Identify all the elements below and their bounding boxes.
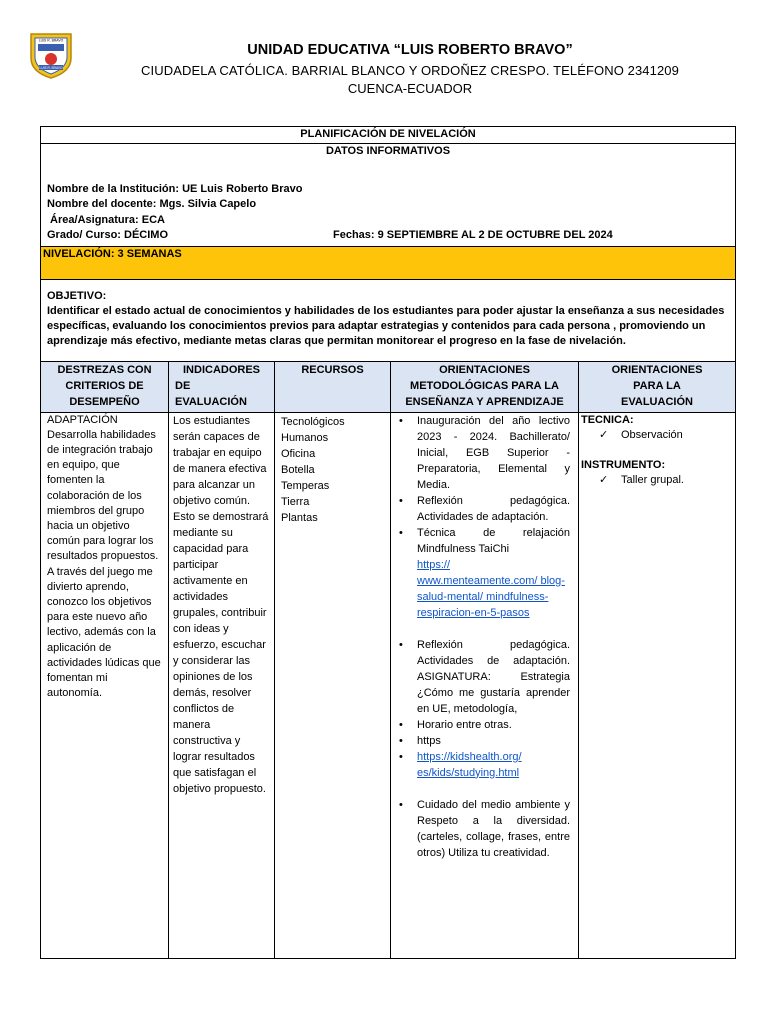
kidshealth-link[interactable]: https://kidshealth.org/ es/kids/studying.html (417, 750, 522, 779)
objective-label: OBJETIVO: (47, 289, 107, 302)
col-indicadores-line3: EVALUACIÓN (175, 395, 247, 408)
list-item (417, 749, 570, 781)
resource-item: Tierra (281, 495, 310, 508)
objective-block (41, 279, 736, 361)
instrumento-label: INSTRUMENTO: (581, 458, 666, 471)
destrezas-paragraph-1: Desarrolla habilidades de integración trabajo en equipo, que fomenten la colaboración de los miembros del grupo hacia un objetivo común para lograr los resultados propuestos. (47, 428, 159, 563)
resource-item: Tecnológicos (281, 415, 345, 428)
indicadores-cell (169, 412, 275, 958)
school-title: UNIDAD EDUCATIVA “LUIS ROBERTO BRAVO” (247, 42, 573, 58)
instrumento-value: Taller grupal. (621, 473, 684, 486)
col-evaluacion-header: ORIENTACIONES PARA LA EVALUACIÓN (579, 361, 736, 412)
indicadores-text: Los estudiantes serán capaces de trabajar en equipo de manera efectiva para alcanzar un objetivo común. Esto se demostrará mediante su capacidad para participar activamente en actividades grupales, contribuir con ideas y esfuerzo, escuchar y considerar las opiniones de los demás, resolver conflictos de manera constructiva y lograr resultados que satisfagan el objetivo propuesto. (173, 414, 269, 795)
info-subtitle: DATOS INFORMATIVOS (325, 145, 451, 157)
resource-item: Botella (281, 463, 315, 476)
nivelacion-label: NIVELACIÓN: 3 SEMANAS (43, 247, 182, 260)
list-item: • https (417, 733, 570, 749)
relaxation-technique: • Técnica de relajación Mindfulness TaiChi (417, 526, 570, 555)
check-icon: ✓ (599, 473, 609, 486)
institution-name: Nombre de la Institución: UE Luis Roberto Bravo (47, 182, 303, 195)
destrezas-paragraph-2: A través del juego me divierto aprendo, conozco los objetivos para este nuevo año lectivo, además con la aplicación de actividades lúdicas que fomentan mi autonomía. (47, 565, 161, 700)
logo-text-bottom: LUIS R. BRAVO (39, 66, 63, 70)
menteamente-link[interactable]: https:// www.menteamente.com/ blog-salud-mental/ mindfulness-respiracion-en-5-pasos (417, 558, 565, 619)
plan-title: PLANIFICACIÓN DE NIVELACIÓN (41, 127, 736, 144)
list-item: • Reflexión pedagógica. Actividades de adaptación. ASIGNATURA: Estrategia ¿Cómo me gustaría aprender en UE, metodología, (417, 637, 570, 717)
info-block (41, 144, 736, 247)
col-orientaciones-header: ORIENTACIONES METODOLÓGICAS PARA LA ENSEÑANZA Y APRENDIZAJE (391, 361, 579, 412)
school-address: CIUDADELA CATÓLICA. BARRIAL BLANCO Y ORDOÑEZ CRESPO. TELÉFONO 2341209 (141, 63, 679, 78)
instrumento-item (581, 473, 735, 488)
area-subject: Área/Asignatura: ECA (47, 213, 165, 226)
tecnica-value: Observación (621, 428, 683, 441)
planning-table (40, 126, 736, 959)
school-logo (26, 30, 76, 80)
list-item: • Horario entre otras. (417, 717, 570, 733)
destrezas-heading: ADAPTACIÓN (47, 413, 118, 426)
list-item: • Inauguración del año lectivo 2023 - 2024. Bachillerato/ Inicial, EGB Superior - Preparatoria, Elemental y Media. (417, 413, 570, 493)
evaluacion-cell (579, 412, 736, 958)
school-city: CUENCA-ECUADOR (347, 81, 473, 96)
teacher-name: Nombre del docente: Mgs. Silvia Capelo (47, 198, 257, 210)
col-recursos-header: RECURSOS (275, 361, 391, 412)
grade-course: Grado/ Curso: DÉCIMO (47, 229, 169, 241)
col-destrezas-header: DESTREZAS CON CRITERIOS DE DESEMPEÑO (41, 361, 169, 412)
check-icon: ✓ (599, 428, 609, 441)
list-item (417, 525, 570, 621)
col-indicadores-line2: DE (175, 379, 191, 392)
dates: Fechas: 9 SEPTIEMBRE AL 2 DE OCTUBRE DEL 2024 (333, 229, 613, 241)
logo-text-top: LUIS R. BRAVO (38, 38, 64, 43)
col-indicadores-line1: INDICADORES (183, 363, 261, 376)
col-indicadores-header (169, 361, 275, 412)
objective-text: Identificar el estado actual de conocimientos y habilidades de los estudiantes para poder ajustar la enseñanza a sus necesidades específicas, evaluando los conocimientos previos para adaptar estrategias y contenidos para cada persona , promoviendo un aprendizaje más efectivo, mediante metas claras que permitan monitorear el progreso en la fase de nivelación. (47, 304, 725, 347)
tecnica-label: TECNICA: (581, 413, 634, 426)
destrezas-cell (41, 412, 169, 958)
orientaciones-cell (391, 412, 579, 958)
list-item: • Cuidado del medio ambiente y Respeto a la diversidad. (carteles, collage, frases, entre otros) Utiliza tu creatividad. (417, 797, 570, 861)
resource-item: Oficina (281, 447, 316, 460)
resource-item: Temperas (281, 479, 330, 492)
orientaciones-list (391, 413, 578, 863)
recursos-cell (275, 412, 391, 958)
resource-item: Plantas (281, 511, 318, 524)
resource-item: Humanos (281, 431, 329, 444)
list-item: • Reflexión pedagógica. Actividades de adaptación. (417, 493, 570, 525)
nivelacion-bar (41, 246, 736, 279)
tecnica-item (581, 428, 735, 443)
